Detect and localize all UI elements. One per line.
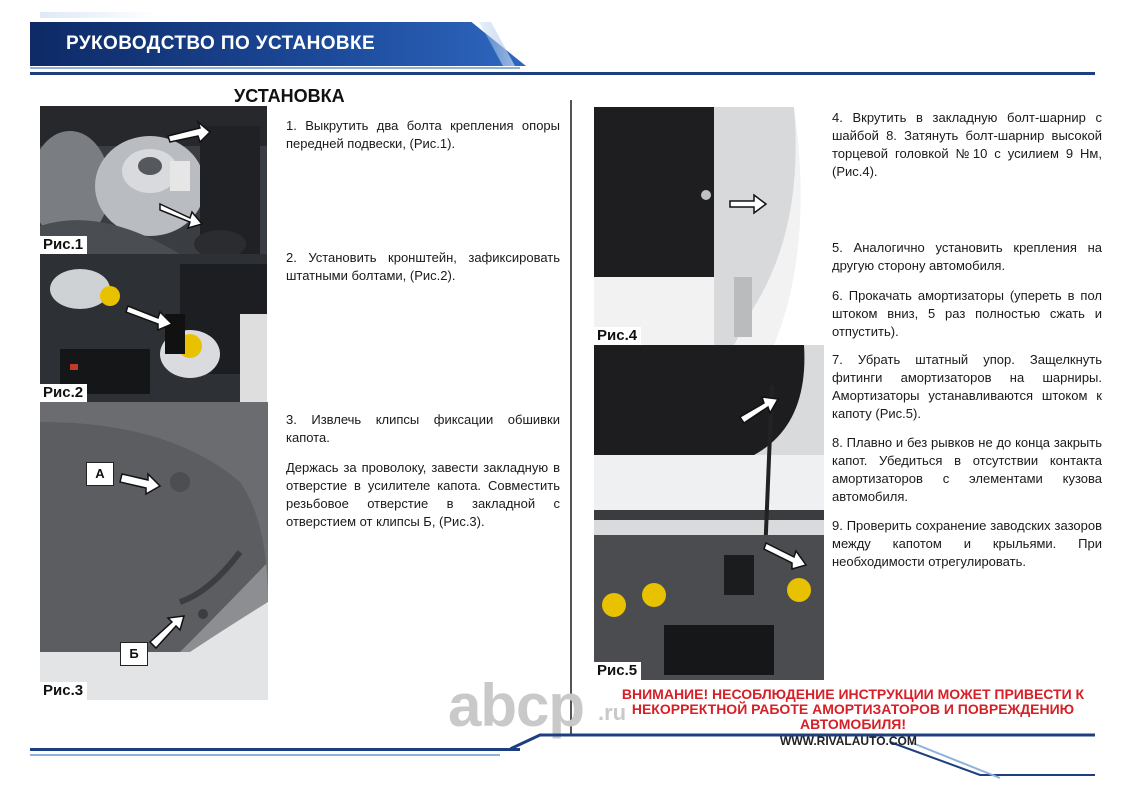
fig3-label: Рис.3 xyxy=(40,682,87,700)
photo-fig1-strut-mount xyxy=(40,106,267,254)
step-4: 4. Вкрутить в закладную болт-шарнир с шайбой 8. Затянуть болт-шарнир высокой торцевой головкой №10 с усилием 9 Нм, (Рис.4). xyxy=(832,110,1102,179)
warning-line-1: ВНИМАНИЕ! НЕСОБЛЮДЕНИЕ ИНСТРУКЦИИ МОЖЕТ ПРИВЕСТИ К xyxy=(621,686,1085,702)
warning-line-2: НЕКОРРЕКТНОЙ РАБОТЕ АМОРТИЗАТОРОВ И ПОВРЕЖДЕНИЮ xyxy=(631,701,1075,717)
photo-fig2-bracket xyxy=(40,254,267,402)
header-underline-light xyxy=(30,67,520,69)
warning-line-3: АВТОМОБИЛЯ! xyxy=(799,716,906,732)
column-divider xyxy=(570,100,572,736)
photo-fig4-hinge-bolt xyxy=(594,107,824,345)
page-title: РУКОВОДСТВО ПО УСТАНОВКЕ xyxy=(66,33,376,54)
fig4-label: Рис.4 xyxy=(594,327,641,345)
footer-line-light xyxy=(30,754,500,756)
step-3-detail: Держась за проволоку, завести закладную в отверстие в усилителе капота. Совместить резьбовое отверстие в закладной с отверстием от клипсы Б, (Рис.3). xyxy=(286,460,560,529)
header-underline xyxy=(30,72,1095,75)
watermark-logo: abcp xyxy=(448,672,585,739)
footer-line xyxy=(30,748,520,751)
step-8: 8. Плавно и без рывков не до конца закрыть капот. Убедиться в отсутствии контакта амортизаторов с элементами кузова автомобиля. xyxy=(832,435,1102,504)
fig2-label: Рис.2 xyxy=(40,384,87,402)
photo-fig5-shock-absorber xyxy=(594,345,824,680)
header-accent-stripe xyxy=(40,12,160,18)
photo-fig3-hood-liner xyxy=(40,402,268,700)
warning-notice xyxy=(610,687,1096,732)
step-9: 9. Проверить сохранение заводских зазоров между капотом и крыльями. При необходимости отрегулировать. xyxy=(832,518,1102,569)
step-1: 1. Выкрутить два болта крепления опоры передней подвески, (Рис.1). xyxy=(286,118,560,151)
watermark-suffix: .ru xyxy=(598,700,627,725)
step-2: 2. Установить кронштейн, зафиксировать штатными болтами, (Рис.2). xyxy=(286,250,560,283)
fig5-label: Рис.5 xyxy=(594,662,641,680)
step-3: 3. Извлечь клипсы фиксации обшивки капота. xyxy=(286,412,560,445)
website-link[interactable]: WWW.RIVALAUTO.COM xyxy=(780,734,917,748)
tag-a: А xyxy=(86,462,114,486)
section-title: УСТАНОВКА xyxy=(234,86,345,106)
fig1-label: Рис.1 xyxy=(40,236,87,254)
tag-b: Б xyxy=(120,642,148,666)
step-7: 7. Убрать штатный упор. Защелкнуть фитинги амортизаторов на шарниры. Амортизаторы устанавливаются штоком к капоту (Рис.5). xyxy=(832,352,1102,421)
step-6: 6. Прокачать амортизаторы (упереть в пол штоком вниз, 5 раз полностью сжать и отпустить). xyxy=(832,288,1102,339)
step-5: 5. Аналогично установить крепления на другую сторону автомобиля. xyxy=(832,240,1102,273)
